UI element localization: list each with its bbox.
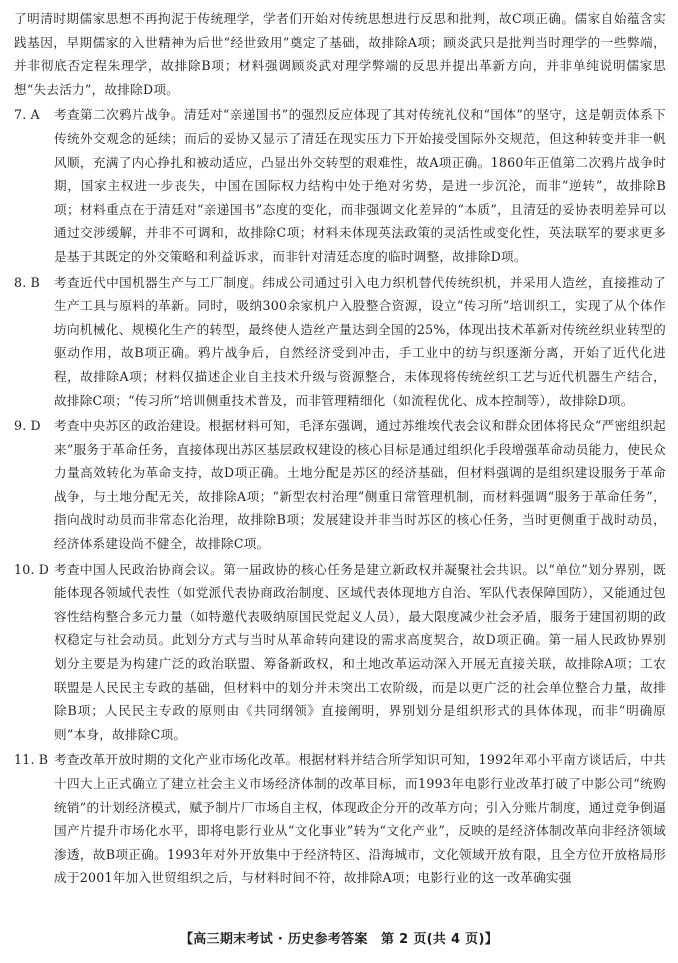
- question-10: [14, 558, 666, 747]
- question-answer: D: [30, 418, 41, 434]
- question-number: [14, 271, 54, 413]
- question-explanation: 考查中央苏区的政治建设。根据材料可知，毛泽东强调，通过苏维埃代表会议和群众团体将民众“严密组织起来”服务于革命任务，直接体现出苏区基层政权建设的核心目标是通过组织化手段增强革命动员能力，使民众力量高效转化为革命支持，故D项正确。土地分配是苏区的经济基础，但材料强调的是组织建设服务于革命战争，与土地分配无关，故排除A项；“新型农村治理”侧重日常管理机制，而材料强调“服务于革命任务”，指向战时动员而非常态化治理，故排除B项；发展建设并非当时苏区的核心任务，当时更侧重于战时动员，经济体系建设尚不健全，故排除C项。: [54, 418, 666, 552]
- question-explanation: 考查近代中国机器生产与工厂制度。纬成公司通过引入电力织机替代传统织机，并采用人造丝，直接推动了生产工具与原料的革新。同时，吸纳300余家机户入股整合资源，设立“传习所”培训织工，实现了从个体作坊向机械化、规模化生产的转型，最终使人造丝产量达到全国的25%，体现出技术革新对传统丝织业转型的驱动作用，故B项正确。鸦片战争后，自然经济受到冲击，手工业中的纺与织逐渐分离，开始了近代化进程，故排除A项；材料仅描述企业自主技术升级与资源整合，未体现将传统丝织工艺与近代机器生产结合，故排除C项；“传习所”培训侧重技术普及，而非管理精细化（如流程优化、成本控制等），故排除D项。: [54, 274, 666, 408]
- page-footer: 【高三期末考试 · 历史参考答案 第 2 页(共 4 页)】: [179, 932, 499, 947]
- question-number-label: 10.: [14, 561, 35, 577]
- question-explanation: 考查中国人民政治协商会议。第一届政协的核心任务是建立新政权并凝聚社会共识。以“单位”划分界别，既能体现各领域代表性（如党派代表协商政治制度、区域代表体现地方自治、军队代表保障国防），又能通过包容性结构整合多元力量（如特邀代表吸纳原国民党起义人员），最大限度减少社会矛盾，服务于建国初期的政权稳定与社会动员。此划分方式与当时从革命转向建设的需求高度契合，故D项正确。第一届人民政协界别划分主要是为构建广泛的政治联盟、筹备新政权，和土地改革运动深入开展无直接关联，故排除A项；工农联盟是人民民主专政的基础，但材料中的划分并未突出工农阶级，而是以更广泛的社会单位整合力量，故排除B项；人民民主专政的原则由《共同纲领》直接阐明，界别划分是组织形式的具体体现，而非“明确原则”本身，故排除C项。: [54, 561, 666, 742]
- question-number: [14, 103, 54, 268]
- question-11: [14, 748, 666, 890]
- answer-content: [14, 7, 666, 890]
- question-number-label: 7.: [14, 107, 27, 123]
- question-number: [14, 748, 54, 890]
- intro-paragraph: 了明清时期儒家思想不再拘泥于传统理学，学者们开始对传统思想进行反思和批判，故C项正确。儒家自始蕴含实践基因，早期儒家的入世精神为后世“经世致用”奠定了基础，故排除A项；顾炎武只是批判当时理学的一些弊端，并非彻底否定程朱理学，故排除B项；材料强调顾炎武对理学弊端的反思并提出革新方向，并非单纯说明儒家思想“失去活力”，故排除D项。: [14, 11, 666, 97]
- question-number-label: 9.: [14, 418, 27, 434]
- question-answer: A: [30, 107, 40, 123]
- question-9: [14, 414, 666, 556]
- question-answer: D: [38, 561, 50, 577]
- question-8: [14, 271, 666, 413]
- question-explanation: 考查第二次鸦片战争。清廷对“亲递国书”的强烈反应体现了其对传统礼仪和“国体”的坚守，这是朝贡体系下传统外交观念的延续；而后的妥协又显示了清廷在现实压力下开始接受国际外交规范，但这种转变并非一帆风顺，充满了内心挣扎和被动适应，凸显出外交转型的艰难性，故A项正确。1860年正值第二次鸦片战争时期，国家主权进一步丧失，中国在国际权力结构中处于绝对劣势，是进一步沉沦，而非“逆转”，故排除B项；材料重点在于清廷对“亲递国书”态度的变化，而非强调文化差异的“本质”，且清廷的妥协表明差异可以通过交涉缓解，并非不可调和，故排除C项；材料未体现英法政策的灵活性或变化性，英法联军的要求更多是基于其既定的外交策略和利益诉求，而非针对清廷态度的临时调整，故排除D项。: [54, 107, 666, 264]
- question-explanation: 考查改革开放时期的文化产业市场化改革。根据材料并结合所学知识可知，1992年邓小平南方谈话后，中共十四大上正式确立了建立社会主义市场经济体制的改革目标，而1993年电影行业改革打破了中影公司“统购统销”的计划经济模式，赋予制片厂市场自主权，体现政企分开的改革方向；引入分账片制度，通过竞争倒逼国产片提升市场化水平，即将电影行业从“文化事业”转为“文化产业”，反映的是经济体制改革向非经济领域渗透，故B项正确。1993年对外开放集中于经济特区、沿海城市，文化领域开放有限，且全方位开放格局形成于2001年加入世贸组织之后，与材料时间不符，故排除A项；电影行业的这一改革确实强: [54, 752, 666, 886]
- question-answer: B: [38, 752, 49, 768]
- question-number-label: 8.: [14, 274, 27, 290]
- question-number: [14, 558, 54, 747]
- question-7: [14, 103, 666, 268]
- question-number-label: 11.: [14, 752, 35, 768]
- question-number: [14, 414, 54, 556]
- question-answer: B: [30, 274, 41, 290]
